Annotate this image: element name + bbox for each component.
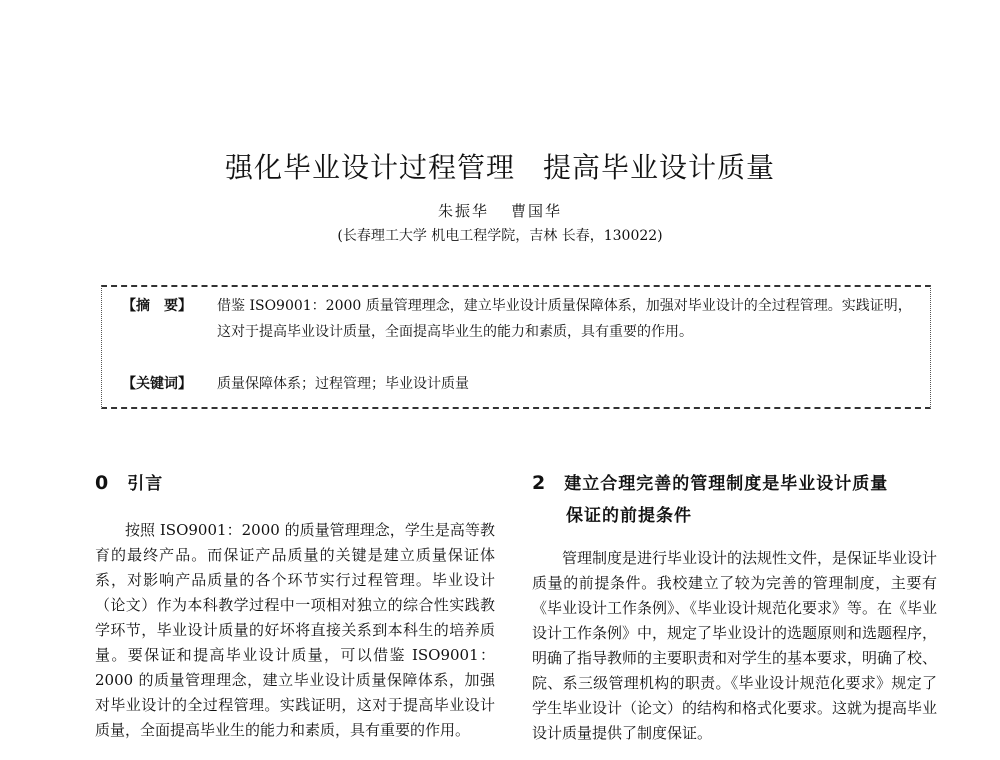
abstract-label: 【摘 要】 xyxy=(122,298,192,314)
section-2-paragraph: 管理制度是进行毕业设计的法规性文件，是保证毕业设计质量的前提条件。我校建立了较为完善的管理制度，主要有《毕业设计工作条例》、《毕业设计规范化要求》等。在《毕业设计工作条例》中，规定了毕业设计的选题原则和选题程序，明确了指导教师的主要职责和对学生的基本要求，明确了校、院、系三级管理机构的职责。《毕业设计规范化要求》规定了学生毕业设计（论文）的结构和格式化要求。这就为提高毕业设计质量提供了制度保证。 xyxy=(532,549,938,742)
abstract-box xyxy=(101,285,931,409)
keywords-label: 【关键词】 xyxy=(122,376,192,392)
section-0-title: 引言 xyxy=(127,474,164,494)
paper-title xyxy=(0,146,1000,186)
title-part1: 强化毕业设计过程管理 xyxy=(224,151,515,184)
section-0-paragraph: 按照 ISO9001：2000 的质量管理理念，学生是高等教育的最终产品。而保证产品质量的关键是建立质量保证体系，对影响产品质量的各个环节实行过程管理。毕业设计（论文）作为本科教学过程中一项相对独立的综合性实践教学环节，毕业设计质量的好坏将直接关系到本科生的培养质量。要保证和提高毕业设计质量，可以借鉴 ISO9001：2000 的质量管理理念，建立毕业设计质量保障体系，加强对毕业设计的全过程管理。实践证明，这对于提高毕业设计质量，全面提高毕业生的能力和素质，具有重要的作用。 xyxy=(95,521,495,739)
title-part2: 提高毕业设计质量 xyxy=(543,151,776,184)
section-2-number: 2 xyxy=(532,472,547,494)
section-2-title-line2: 保证的前提条件 xyxy=(566,506,692,526)
section-0-heading xyxy=(95,469,163,494)
section-2-title-line1: 建立合理完善的管理制度是毕业设计质量 xyxy=(564,474,889,494)
author-2: 曹国华 xyxy=(511,202,563,220)
abstract-text: 借鉴 ISO9001：2000 质量管理理念，建立毕业设计质量保障体系，加强对毕业设计的全过程管理。实践证明，这对于提高毕业设计质量，全面提高毕业生的能力和素质，具有重要的作用。 xyxy=(217,298,912,340)
author-line xyxy=(0,200,1000,221)
author-1: 朱振华 xyxy=(437,202,489,220)
section-2-heading xyxy=(532,467,942,532)
keywords-text: 质量保障体系；过程管理；毕业设计质量 xyxy=(217,376,469,392)
section-0-body xyxy=(95,518,495,743)
affiliation: (长春理工大学 机电工程学院，吉林 长春，130022) xyxy=(337,228,663,244)
section-2-body xyxy=(532,546,937,746)
section-0-number: 0 xyxy=(95,472,110,494)
